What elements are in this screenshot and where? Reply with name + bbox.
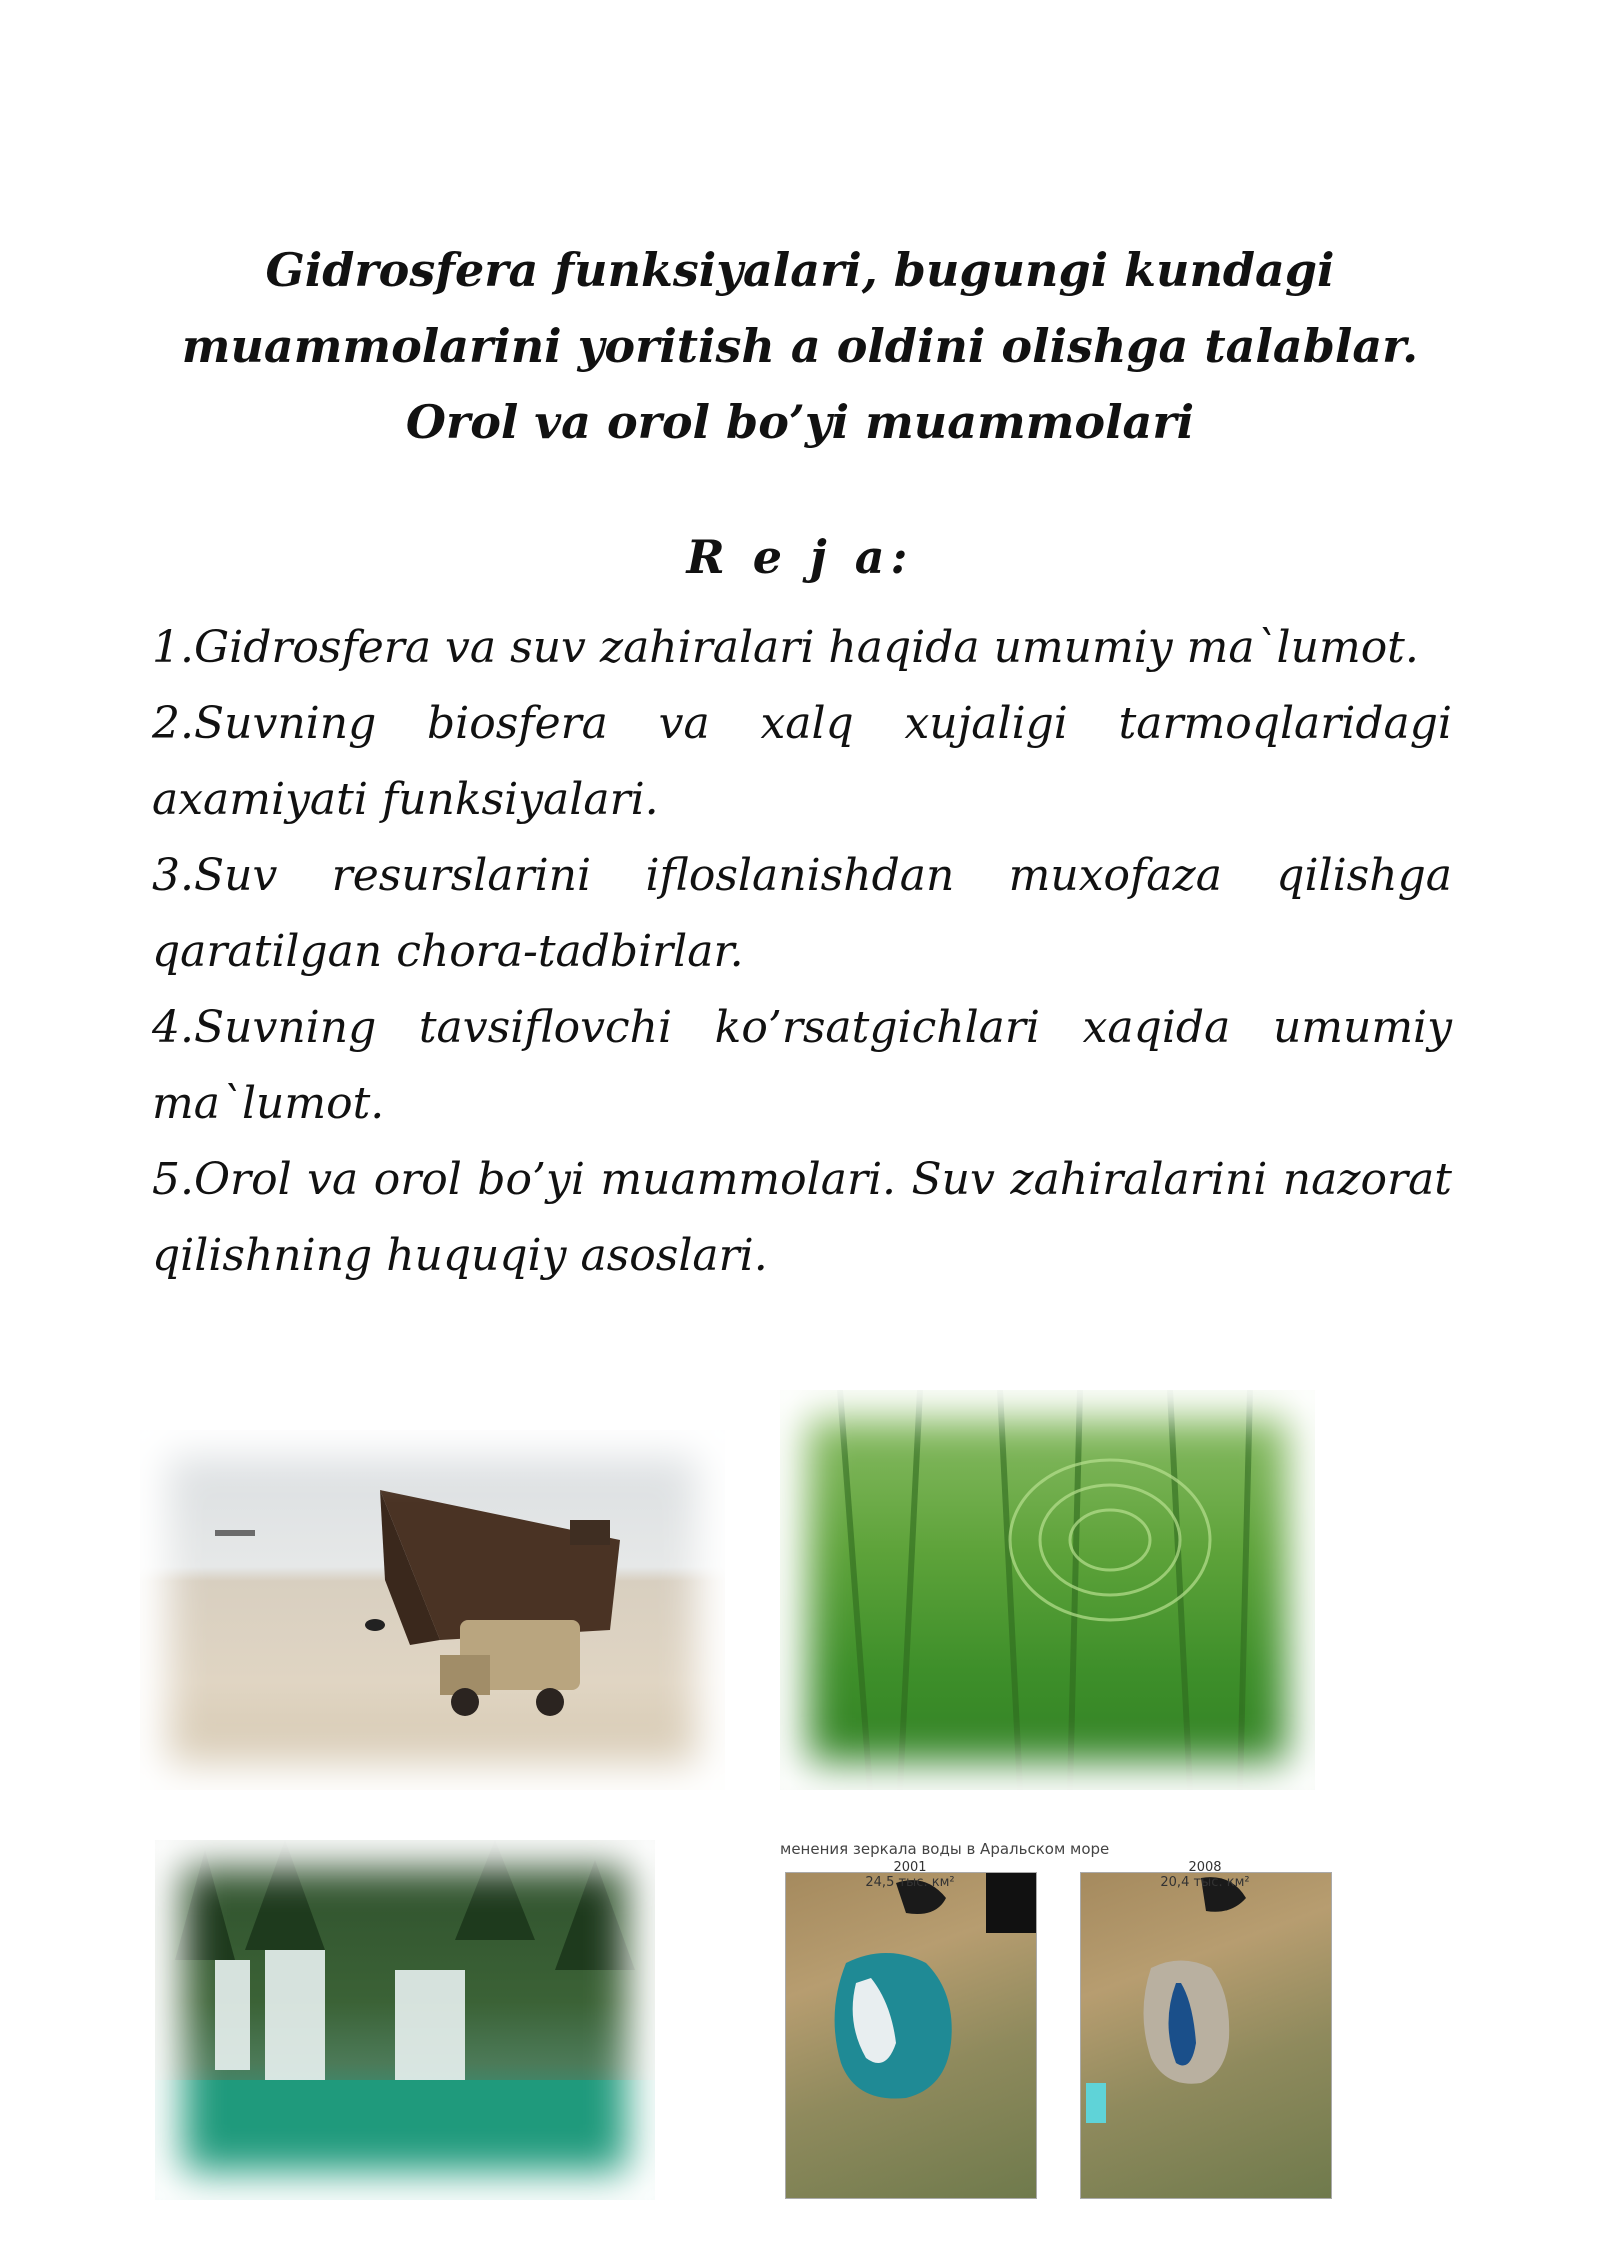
aral-label-2008 <box>1080 1860 1330 1890</box>
title-line-3: Orol va orol bo’yi muammolari <box>405 395 1195 449</box>
plan-list <box>152 610 1452 1294</box>
plan-item-1: 1.Gidrosfera va suv zahiralari haqida umumiy ma`lumot. <box>152 622 1419 673</box>
photo-waterfall <box>155 1840 655 2200</box>
plan-item-4: 4.Suvning tavsiflovchi ko’rsatgichlari xaqida umumiy ma`lumot. <box>152 1002 1452 1129</box>
aral-sea-2008-icon <box>1081 1873 1331 2198</box>
ship-illustration <box>140 1430 725 1790</box>
title-line-1: Gidrosfera funksiyalari, bugungi kundagi <box>265 243 1335 297</box>
document-title <box>150 232 1450 460</box>
plan-item-3: 3.Suv resurslarini ifloslanishdan muxofaza qilishga qaratilgan chora-tadbirlar. <box>152 850 1452 977</box>
title-line-2: muammolarini yoritish a oldini olishga talablar. <box>181 319 1419 373</box>
aral-year-2001: 2001 <box>893 1860 927 1875</box>
plan-item-5: 5.Orol va orol bo’yi muammolari. Suv zahiralarini nazorat qilishning huquqiy asoslari. <box>152 1154 1452 1281</box>
photo-green-forest <box>780 1390 1315 1790</box>
aral-map-2001 <box>785 1872 1037 2199</box>
plan-item-2: 2.Suvning biosfera va xalq xujaligi tarmoqlaridagi axamiyati funksiyalari. <box>152 698 1452 825</box>
aral-year-2008: 2008 <box>1188 1860 1222 1875</box>
aral-area-2008: 20,4 тыс. км² <box>1160 1875 1250 1890</box>
aral-label-2001 <box>785 1860 1035 1890</box>
waterfall-illustration <box>155 1840 655 2200</box>
forest-illustration <box>780 1390 1315 1790</box>
figure-aral-sea-comparison <box>780 1840 1335 2250</box>
aral-map-2008 <box>1080 1872 1332 2199</box>
aral-area-2001: 24,5 тыс. км² <box>865 1875 955 1890</box>
photo-ship-dry-seabed <box>140 1430 725 1790</box>
plan-heading: R e j a: <box>686 530 914 584</box>
aral-sea-2001-icon <box>786 1873 1036 2198</box>
aral-caption: менения зеркала воды в Аральском море <box>780 1840 1110 1858</box>
